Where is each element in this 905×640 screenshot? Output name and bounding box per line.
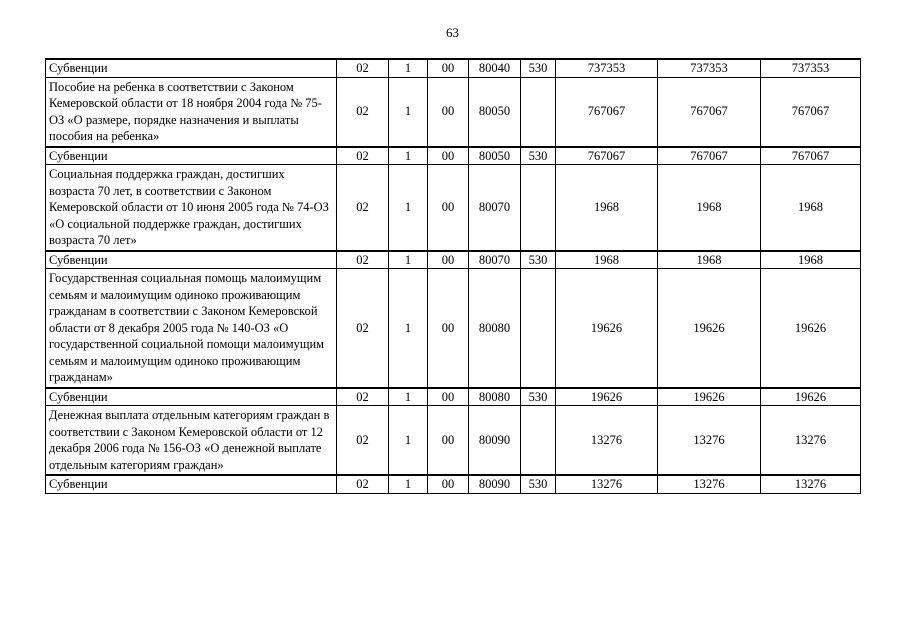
- amount-year-2: 1968: [658, 165, 761, 251]
- program-code: 1: [389, 147, 428, 165]
- program-code: 1: [389, 251, 428, 269]
- amount-year-1: 1968: [556, 165, 658, 251]
- expense-type-code: [521, 77, 556, 147]
- subprogram-code: 00: [428, 251, 469, 269]
- section-code: 02: [337, 77, 389, 147]
- table-row: [46, 59, 861, 77]
- program-code: 1: [389, 388, 428, 406]
- table-row: [46, 475, 861, 493]
- target-code: 80090: [469, 475, 521, 493]
- program-code: 1: [389, 165, 428, 251]
- amount-year-3: 13276: [761, 406, 861, 476]
- amount-year-1: 13276: [556, 475, 658, 493]
- expense-type-code: 530: [521, 147, 556, 165]
- amount-year-3: 13276: [761, 475, 861, 493]
- table-row: [46, 165, 861, 251]
- program-code: 1: [389, 77, 428, 147]
- amount-year-1: 19626: [556, 269, 658, 388]
- program-code: 1: [389, 59, 428, 77]
- target-code: 80070: [469, 165, 521, 251]
- amount-year-2: 19626: [658, 269, 761, 388]
- row-name: Субвенции: [46, 475, 337, 493]
- section-code: 02: [337, 406, 389, 476]
- subprogram-code: 00: [428, 147, 469, 165]
- amount-year-1: 767067: [556, 77, 658, 147]
- section-code: 02: [337, 251, 389, 269]
- subprogram-code: 00: [428, 165, 469, 251]
- amount-year-1: 737353: [556, 59, 658, 77]
- expense-type-code: 530: [521, 475, 556, 493]
- row-name: Субвенции: [46, 251, 337, 269]
- subprogram-code: 00: [428, 475, 469, 493]
- subprogram-code: 00: [428, 59, 469, 77]
- table-row: [46, 406, 861, 476]
- target-code: 80050: [469, 77, 521, 147]
- table-row: [46, 269, 861, 388]
- section-code: 02: [337, 59, 389, 77]
- target-code: 80050: [469, 147, 521, 165]
- amount-year-2: 13276: [658, 406, 761, 476]
- amount-year-2: 767067: [658, 147, 761, 165]
- target-code: 80070: [469, 251, 521, 269]
- amount-year-3: 767067: [761, 77, 861, 147]
- target-code: 80040: [469, 59, 521, 77]
- row-name: Государственная социальная помощь малоимущим семьям и малоимущим одиноко проживающим гражданам в соответствии с Законом Кемеровской области от 8 декабря 2005 года № 140-ОЗ «О государственной социальной помощи малоимущим семьям и малоимущим одиноко проживающим гражданам»: [46, 269, 337, 388]
- section-code: 02: [337, 147, 389, 165]
- target-code: 80080: [469, 269, 521, 388]
- row-name: Денежная выплата отдельным категориям граждан в соответствии с Законом Кемеровской области от 12 декабря 2006 года № 156-ОЗ «О денежной выплате отдельным категориям граждан»: [46, 406, 337, 476]
- expense-type-code: [521, 269, 556, 388]
- row-name: Субвенции: [46, 59, 337, 77]
- expense-type-code: 530: [521, 251, 556, 269]
- page-number: 63: [446, 25, 459, 40]
- expense-type-code: [521, 165, 556, 251]
- table-row: [46, 388, 861, 406]
- table-body: [46, 59, 861, 493]
- amount-year-2: 1968: [658, 251, 761, 269]
- expense-type-code: 530: [521, 388, 556, 406]
- amount-year-2: 13276: [658, 475, 761, 493]
- amount-year-1: 767067: [556, 147, 658, 165]
- amount-year-2: 19626: [658, 388, 761, 406]
- subprogram-code: 00: [428, 77, 469, 147]
- section-code: 02: [337, 475, 389, 493]
- subprogram-code: 00: [428, 269, 469, 388]
- expense-type-code: 530: [521, 59, 556, 77]
- amount-year-1: 1968: [556, 251, 658, 269]
- target-code: 80080: [469, 388, 521, 406]
- subprogram-code: 00: [428, 388, 469, 406]
- amount-year-2: 737353: [658, 59, 761, 77]
- amount-year-2: 767067: [658, 77, 761, 147]
- row-name: Субвенции: [46, 147, 337, 165]
- program-code: 1: [389, 269, 428, 388]
- expense-type-code: [521, 406, 556, 476]
- amount-year-3: 19626: [761, 388, 861, 406]
- table-row: [46, 77, 861, 147]
- section-code: 02: [337, 269, 389, 388]
- amount-year-1: 19626: [556, 388, 658, 406]
- table-row: [46, 251, 861, 269]
- program-code: 1: [389, 406, 428, 476]
- section-code: 02: [337, 165, 389, 251]
- amount-year-3: 767067: [761, 147, 861, 165]
- amount-year-3: 1968: [761, 251, 861, 269]
- target-code: 80090: [469, 406, 521, 476]
- amount-year-3: 737353: [761, 59, 861, 77]
- amount-year-3: 1968: [761, 165, 861, 251]
- row-name: Пособие на ребенка в соответствии с Законом Кемеровской области от 18 ноября 2004 года № 75-ОЗ «О размере, порядке назначения и выплаты пособия на ребенка»: [46, 77, 337, 147]
- row-name: Субвенции: [46, 388, 337, 406]
- table-row: [46, 147, 861, 165]
- section-code: 02: [337, 388, 389, 406]
- amount-year-1: 13276: [556, 406, 658, 476]
- subprogram-code: 00: [428, 406, 469, 476]
- program-code: 1: [389, 475, 428, 493]
- row-name: Социальная поддержка граждан, достигших возраста 70 лет, в соответствии с Законом Кемеровской области от 10 июня 2005 года № 74-ОЗ «О социальной поддержке граждан, достигших возраста 70 лет»: [46, 165, 337, 251]
- amount-year-3: 19626: [761, 269, 861, 388]
- budget-table: [45, 58, 861, 494]
